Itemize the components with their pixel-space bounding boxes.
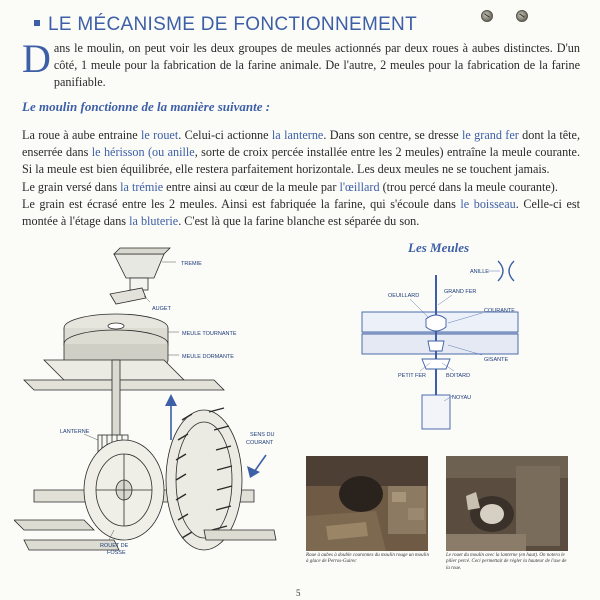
label-grand-fer: GRAND FER xyxy=(444,289,477,295)
label-meule-dormante: MEULE DORMANTE xyxy=(182,354,234,360)
intro-text: ans le moulin, on peut voir les deux groupes de meules actionnés par deux roues à aubes distinctes. D'un côté, 1 meule pour la fabrication de la farine animale. De l'autre, 2 meules pour la fabrication de la farine panifiable. xyxy=(53,41,580,89)
photo-rouet-lanterne xyxy=(446,456,568,551)
label-boitard: BOITARD xyxy=(446,373,471,379)
term-bluterie: la bluterie xyxy=(129,214,179,229)
label-oeuillard: OEUILLARD xyxy=(388,293,420,299)
label-auget: AUGET xyxy=(152,306,171,312)
meules-diagram xyxy=(358,255,528,433)
photo-caption: Roue à aubes à double couronnes du moulin rouge un moulin à glace de Perros-Guirec xyxy=(306,553,429,565)
drop-cap: D xyxy=(22,36,51,81)
term-lanterne: la lanterne xyxy=(271,128,324,142)
label-lanterne: LANTERNE xyxy=(60,429,90,435)
section-subtitle: Le moulin fonctionne de la manière suivante : xyxy=(22,99,271,114)
term-boisseau: le boisseau xyxy=(460,196,516,211)
screw-icon xyxy=(481,10,493,22)
square-bullet-icon xyxy=(34,20,40,26)
label-petit-fer: PETIT FER xyxy=(398,373,427,379)
label-fosse: FOSSE xyxy=(107,550,126,556)
label-tremie: TREMIE xyxy=(181,261,202,267)
intro-paragraph xyxy=(22,36,580,91)
term-oeillard: l'œillard xyxy=(339,179,380,194)
photo-water-wheel xyxy=(306,456,428,551)
label-sens-du: SENS DU xyxy=(250,432,275,438)
label-anille: ANILLE xyxy=(470,269,489,275)
term-grand-fer: le grand fer xyxy=(462,128,519,142)
page-number: 5 xyxy=(296,588,301,598)
mill-mechanism-diagram xyxy=(14,240,304,575)
body-text: La roue à aube entraine le rouet. Celui-ci actionne la lanterne. Dans son centre, se dresse le grand fer dont la tête, enserrée dans le hérisson (ou anille, sorte de croix percée installée entre les 2 meules) entraîne la meule courante. Si la meule est bien équilibrée, elle restera parfaitement horizontale. Les deux meules ne se touchent jamais. Le grain versé dans la trémie entre ainsi au cœur de la meule par l'œillard (trou percé dans la meule courante). Le grain est écrasé entre les 2 meules. Ainsi est fabriquée la farine, qui s'écoule dans le boisseau. Celle-ci est montée à l'étage dans la bluterie. C'est là que la farine blanche est séparée du son. xyxy=(22,128,581,229)
label-courant: COURANT xyxy=(246,440,274,446)
label-noyau: NOYAU xyxy=(452,395,472,401)
page-title: LE MÉCANISME DE FONCTIONNEMENT xyxy=(34,14,417,36)
screw-icon xyxy=(516,10,528,22)
label-gisante: GISANTE xyxy=(484,357,509,363)
label-rouet-de: ROUET DE xyxy=(100,543,129,549)
term-rouet: le rouet xyxy=(141,128,179,142)
term-herisson: le hérisson (ou anille xyxy=(91,145,195,160)
label-meule-tournante: MEULE TOURNANTE xyxy=(182,331,237,337)
photo-caption: Le rouet du moulin avec la lanterne (en haut). On notera le pilier percé. Ceci permettait de régler la hauteur de l'axe de la roue. xyxy=(446,553,567,571)
term-tremie: la trémie xyxy=(120,179,164,194)
label-courante: COURANTE xyxy=(484,308,515,314)
meules-title: Les Meules xyxy=(408,240,470,255)
